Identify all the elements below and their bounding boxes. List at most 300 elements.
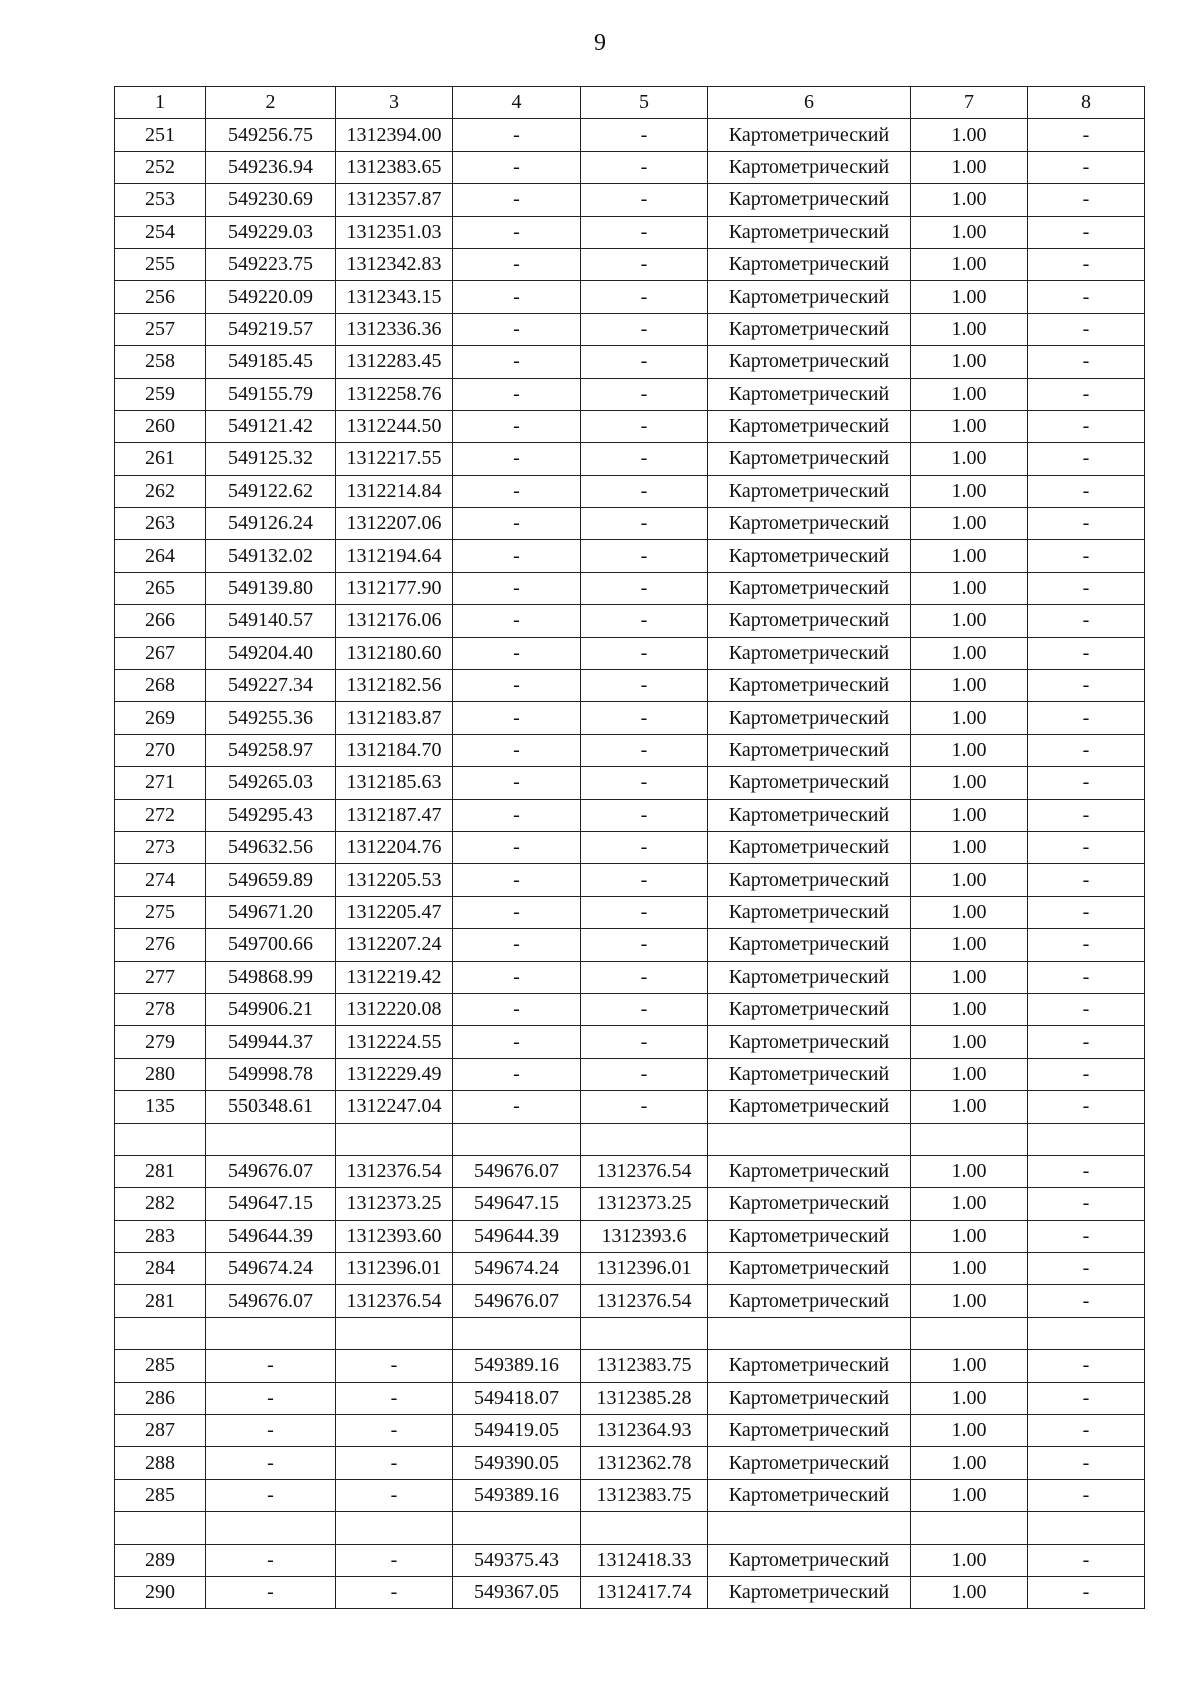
table-cell: Картометрический — [708, 184, 911, 216]
table-cell: 549219.57 — [206, 313, 336, 345]
table-cell: - — [581, 670, 708, 702]
table-cell: 1.00 — [911, 184, 1028, 216]
table-cell: - — [453, 346, 581, 378]
table-cell: 266 — [115, 605, 206, 637]
table-row — [115, 1026, 1145, 1058]
table-cell: 549185.45 — [206, 346, 336, 378]
table-cell: - — [1028, 702, 1145, 734]
table-cell: 1.00 — [911, 1479, 1028, 1511]
table-cell: 1312343.15 — [336, 281, 453, 313]
table-cell: 1.00 — [911, 670, 1028, 702]
table-cell — [708, 1123, 911, 1155]
table-row — [115, 1576, 1145, 1608]
table-cell: - — [581, 896, 708, 928]
table-cell: 1.00 — [911, 508, 1028, 540]
table-cell — [453, 1123, 581, 1155]
column-header: 6 — [708, 87, 911, 119]
table-cell: 1.00 — [911, 410, 1028, 442]
table-cell: - — [453, 799, 581, 831]
table-cell: - — [1028, 248, 1145, 280]
table-cell: - — [581, 702, 708, 734]
table-cell: Картометрический — [708, 993, 911, 1025]
table-cell: - — [453, 1091, 581, 1123]
table-row — [115, 702, 1145, 734]
table-cell: 1312219.42 — [336, 961, 453, 993]
column-header: 4 — [453, 87, 581, 119]
table-cell: 1.00 — [911, 799, 1028, 831]
table-cell: 1312376.54 — [336, 1155, 453, 1187]
table-cell: - — [1028, 1382, 1145, 1414]
table-cell: - — [581, 961, 708, 993]
table-cell: 1312214.84 — [336, 475, 453, 507]
table-cell: - — [453, 475, 581, 507]
table-cell: 549255.36 — [206, 702, 336, 734]
table-cell: 1312393.60 — [336, 1220, 453, 1252]
table-row — [115, 670, 1145, 702]
table-cell: 254 — [115, 216, 206, 248]
table-cell: 1312383.75 — [581, 1350, 708, 1382]
table-cell: - — [453, 313, 581, 345]
table-cell: - — [1028, 572, 1145, 604]
page-number: 9 — [594, 30, 606, 56]
table-cell: Картометрический — [708, 961, 911, 993]
table-cell: 549389.16 — [453, 1350, 581, 1382]
table-cell: 279 — [115, 1026, 206, 1058]
table-cell: - — [1028, 1415, 1145, 1447]
table-row — [115, 248, 1145, 280]
table-cell: 1312177.90 — [336, 572, 453, 604]
table-cell — [115, 1123, 206, 1155]
table-cell: 1312204.76 — [336, 831, 453, 863]
table-cell: 1312396.01 — [336, 1253, 453, 1285]
table-cell: Картометрический — [708, 1576, 911, 1608]
table-cell: - — [1028, 281, 1145, 313]
table-cell — [1028, 1123, 1145, 1155]
table-cell: 549632.56 — [206, 831, 336, 863]
table-cell: - — [581, 346, 708, 378]
table-cell: - — [336, 1415, 453, 1447]
table-cell: 1.00 — [911, 378, 1028, 410]
table-cell: 1312229.49 — [336, 1058, 453, 1090]
table-row — [115, 1188, 1145, 1220]
table-cell: 1312418.33 — [581, 1544, 708, 1576]
table-cell: - — [1028, 1544, 1145, 1576]
table-cell: 549676.07 — [453, 1155, 581, 1187]
table-cell: Картометрический — [708, 1155, 911, 1187]
table-row — [115, 993, 1145, 1025]
table-cell: 263 — [115, 508, 206, 540]
table-cell: 258 — [115, 346, 206, 378]
table-cell: Картометрический — [708, 1382, 911, 1414]
column-header: 2 — [206, 87, 336, 119]
table-cell: - — [581, 637, 708, 669]
table-cell: 1.00 — [911, 864, 1028, 896]
table-row — [115, 961, 1145, 993]
table-cell: - — [453, 767, 581, 799]
table-cell: - — [581, 313, 708, 345]
table-cell: - — [581, 1091, 708, 1123]
table-cell: 1312207.24 — [336, 929, 453, 961]
table-cell: 1.00 — [911, 767, 1028, 799]
table-cell: 277 — [115, 961, 206, 993]
table-row — [115, 216, 1145, 248]
table-cell: - — [453, 540, 581, 572]
table-cell: 1.00 — [911, 216, 1028, 248]
table-cell: 1312183.87 — [336, 702, 453, 734]
table-cell: - — [1028, 831, 1145, 863]
table-cell: - — [1028, 508, 1145, 540]
table-cell: - — [453, 605, 581, 637]
table-cell: 281 — [115, 1155, 206, 1187]
table-cell: 1.00 — [911, 961, 1028, 993]
table-cell — [453, 1317, 581, 1349]
table-cell: - — [1028, 1155, 1145, 1187]
table-cell: 1.00 — [911, 1447, 1028, 1479]
table-cell: 549418.07 — [453, 1382, 581, 1414]
table-cell: - — [1028, 1350, 1145, 1382]
table-cell: - — [453, 151, 581, 183]
table-cell: 549256.75 — [206, 119, 336, 151]
table-cell: - — [336, 1479, 453, 1511]
table-row — [115, 540, 1145, 572]
table-row-spacer — [115, 1123, 1145, 1155]
table-cell: 285 — [115, 1479, 206, 1511]
table-cell: 280 — [115, 1058, 206, 1090]
table-cell: - — [206, 1544, 336, 1576]
table-cell: 549295.43 — [206, 799, 336, 831]
table-cell: Картометрический — [708, 1350, 911, 1382]
table-cell — [206, 1512, 336, 1544]
table-cell: - — [1028, 896, 1145, 928]
table-cell: Картометрический — [708, 151, 911, 183]
table-cell: 549647.15 — [206, 1188, 336, 1220]
table-cell: 1.00 — [911, 605, 1028, 637]
table-cell: - — [581, 248, 708, 280]
table-cell: Картометрический — [708, 475, 911, 507]
table-cell: 1312373.25 — [581, 1188, 708, 1220]
table-cell: - — [581, 831, 708, 863]
table-cell: 549204.40 — [206, 637, 336, 669]
table-row-spacer — [115, 1317, 1145, 1349]
table-cell: 1312220.08 — [336, 993, 453, 1025]
table-cell: - — [453, 896, 581, 928]
table-cell: 1.00 — [911, 572, 1028, 604]
table-cell: 549644.39 — [206, 1220, 336, 1252]
table-cell — [115, 1317, 206, 1349]
table-cell: 1.00 — [911, 346, 1028, 378]
table-cell: Картометрический — [708, 1253, 911, 1285]
table-cell: 1.00 — [911, 443, 1028, 475]
table-cell: - — [1028, 346, 1145, 378]
table-cell — [911, 1512, 1028, 1544]
table-cell: Картометрический — [708, 605, 911, 637]
column-header: 5 — [581, 87, 708, 119]
table-cell: 276 — [115, 929, 206, 961]
table-row — [115, 1479, 1145, 1511]
table-row — [115, 346, 1145, 378]
table-cell: Картометрический — [708, 443, 911, 475]
table-cell: - — [1028, 540, 1145, 572]
table-cell: - — [453, 1026, 581, 1058]
table-cell: 290 — [115, 1576, 206, 1608]
column-header: 7 — [911, 87, 1028, 119]
table-cell: 549126.24 — [206, 508, 336, 540]
table-cell: 271 — [115, 767, 206, 799]
table-cell: - — [581, 281, 708, 313]
table-cell: Картометрический — [708, 929, 911, 961]
table-cell: 549674.24 — [453, 1253, 581, 1285]
table-cell: 1.00 — [911, 1415, 1028, 1447]
table-cell: 549367.05 — [453, 1576, 581, 1608]
table-cell: 1.00 — [911, 1091, 1028, 1123]
table-row — [115, 1220, 1145, 1252]
table-cell: 549140.57 — [206, 605, 336, 637]
table-cell: 549700.66 — [206, 929, 336, 961]
table-cell: 1312373.25 — [336, 1188, 453, 1220]
table-cell: - — [1028, 605, 1145, 637]
table-cell: - — [1028, 1026, 1145, 1058]
table-cell — [336, 1512, 453, 1544]
table-body — [115, 119, 1145, 1609]
table-cell: - — [206, 1447, 336, 1479]
table-cell: 281 — [115, 1285, 206, 1317]
table-cell: 549674.24 — [206, 1253, 336, 1285]
table-cell: 1312383.65 — [336, 151, 453, 183]
table-cell: 260 — [115, 410, 206, 442]
table-cell: 549659.89 — [206, 864, 336, 896]
table-cell: - — [581, 993, 708, 1025]
table-cell: - — [1028, 1253, 1145, 1285]
table-cell: - — [581, 799, 708, 831]
table-cell: 135 — [115, 1091, 206, 1123]
table-cell: - — [1028, 1058, 1145, 1090]
table-cell: - — [453, 508, 581, 540]
table-cell: 287 — [115, 1415, 206, 1447]
table-row — [115, 443, 1145, 475]
table-cell: 257 — [115, 313, 206, 345]
column-header: 1 — [115, 87, 206, 119]
table-cell: 1.00 — [911, 475, 1028, 507]
table-cell: 549227.34 — [206, 670, 336, 702]
table-cell: 1312362.78 — [581, 1447, 708, 1479]
table-cell: 1312182.56 — [336, 670, 453, 702]
table-cell: 549676.07 — [206, 1285, 336, 1317]
table-cell: - — [581, 1058, 708, 1090]
table-cell: - — [453, 734, 581, 766]
table-cell: 1.00 — [911, 1350, 1028, 1382]
table-cell: 550348.61 — [206, 1091, 336, 1123]
table-cell: - — [336, 1544, 453, 1576]
table-cell: 269 — [115, 702, 206, 734]
table-row — [115, 313, 1145, 345]
table-cell: 1312247.04 — [336, 1091, 453, 1123]
table-cell: - — [453, 443, 581, 475]
table-cell: Картометрический — [708, 1091, 911, 1123]
table-cell: 1.00 — [911, 151, 1028, 183]
table-cell: - — [581, 216, 708, 248]
table-cell — [1028, 1317, 1145, 1349]
table-cell: 1312351.03 — [336, 216, 453, 248]
table-row — [115, 896, 1145, 928]
table-cell: Картометрический — [708, 896, 911, 928]
table-cell: Картометрический — [708, 670, 911, 702]
table-cell: 1312185.63 — [336, 767, 453, 799]
table-cell: Картометрический — [708, 540, 911, 572]
table-cell: Картометрический — [708, 281, 911, 313]
column-header: 8 — [1028, 87, 1145, 119]
table-cell — [115, 1512, 206, 1544]
table-cell: Картометрический — [708, 346, 911, 378]
table-cell: 284 — [115, 1253, 206, 1285]
table-cell: 549220.09 — [206, 281, 336, 313]
table-cell: 289 — [115, 1544, 206, 1576]
table-cell: - — [581, 475, 708, 507]
table-cell: 1.00 — [911, 248, 1028, 280]
table-cell: Картометрический — [708, 734, 911, 766]
table-row — [115, 767, 1145, 799]
table-cell: 1312205.47 — [336, 896, 453, 928]
table-cell: - — [453, 281, 581, 313]
table-cell: 549998.78 — [206, 1058, 336, 1090]
table-cell: 1.00 — [911, 831, 1028, 863]
table-cell: - — [581, 540, 708, 572]
table-cell: 549265.03 — [206, 767, 336, 799]
table-cell: - — [581, 184, 708, 216]
table-cell — [581, 1317, 708, 1349]
table-cell: - — [1028, 151, 1145, 183]
table-cell: Картометрический — [708, 1479, 911, 1511]
table-cell — [1028, 1512, 1145, 1544]
table-cell: 283 — [115, 1220, 206, 1252]
table-cell: Картометрический — [708, 508, 911, 540]
table-cell: 549671.20 — [206, 896, 336, 928]
table-cell: 1312376.54 — [581, 1155, 708, 1187]
table-cell: 1.00 — [911, 313, 1028, 345]
table-cell: - — [1028, 993, 1145, 1025]
table-cell: 549647.15 — [453, 1188, 581, 1220]
table-cell — [911, 1123, 1028, 1155]
table-cell: 549122.62 — [206, 475, 336, 507]
table-cell: 1312217.55 — [336, 443, 453, 475]
table-cell: - — [453, 248, 581, 280]
table-cell: Картометрический — [708, 1188, 911, 1220]
table-cell: 549390.05 — [453, 1447, 581, 1479]
table-cell: 549132.02 — [206, 540, 336, 572]
table-cell: - — [453, 410, 581, 442]
table-cell: 1.00 — [911, 1155, 1028, 1187]
table-cell: 549258.97 — [206, 734, 336, 766]
table-cell: 549223.75 — [206, 248, 336, 280]
table-cell: Картометрический — [708, 119, 911, 151]
table-cell — [453, 1512, 581, 1544]
table-cell: 549906.21 — [206, 993, 336, 1025]
table-cell: - — [581, 605, 708, 637]
table-cell: 1.00 — [911, 1188, 1028, 1220]
table-cell: 549868.99 — [206, 961, 336, 993]
table-cell: 259 — [115, 378, 206, 410]
table-row — [115, 1091, 1145, 1123]
coordinates-table — [114, 86, 1145, 1609]
table-cell: 268 — [115, 670, 206, 702]
table-cell: 1312385.28 — [581, 1382, 708, 1414]
table-cell: Картометрический — [708, 1220, 911, 1252]
table-cell: 1.00 — [911, 119, 1028, 151]
table-cell: 549155.79 — [206, 378, 336, 410]
table-row — [115, 378, 1145, 410]
table-cell: - — [336, 1350, 453, 1382]
table-row — [115, 1382, 1145, 1414]
table-cell: Картометрический — [708, 378, 911, 410]
table-cell: 1.00 — [911, 540, 1028, 572]
table-cell: - — [206, 1576, 336, 1608]
table-cell: - — [453, 670, 581, 702]
table-cell: - — [581, 378, 708, 410]
table-cell: 549236.94 — [206, 151, 336, 183]
table-cell — [911, 1317, 1028, 1349]
table-cell: - — [581, 508, 708, 540]
table-cell: Картометрический — [708, 1285, 911, 1317]
table-cell: - — [581, 572, 708, 604]
table-cell: - — [453, 119, 581, 151]
table-cell: - — [453, 184, 581, 216]
table-cell: - — [453, 864, 581, 896]
table-cell: 549676.07 — [206, 1155, 336, 1187]
table-cell: - — [206, 1415, 336, 1447]
table-cell: - — [1028, 1220, 1145, 1252]
table-row — [115, 799, 1145, 831]
table-cell: 1.00 — [911, 1382, 1028, 1414]
table-cell — [336, 1123, 453, 1155]
table-cell: - — [1028, 1479, 1145, 1511]
table-cell: 549944.37 — [206, 1026, 336, 1058]
table-cell: 1312393.6 — [581, 1220, 708, 1252]
table-cell: - — [1028, 767, 1145, 799]
table-cell — [708, 1317, 911, 1349]
table-cell: - — [581, 734, 708, 766]
table-cell: - — [453, 929, 581, 961]
table-row — [115, 508, 1145, 540]
table-cell: - — [1028, 443, 1145, 475]
table-cell: - — [1028, 184, 1145, 216]
table-cell: 252 — [115, 151, 206, 183]
table-cell: Картометрический — [708, 1544, 911, 1576]
table-cell: - — [1028, 1447, 1145, 1479]
table-cell: - — [336, 1382, 453, 1414]
table-cell: - — [206, 1479, 336, 1511]
table-cell: 549125.32 — [206, 443, 336, 475]
table-row — [115, 1155, 1145, 1187]
table-cell: - — [1028, 313, 1145, 345]
table-cell: 255 — [115, 248, 206, 280]
table-cell: Картометрический — [708, 216, 911, 248]
table-cell: 549419.05 — [453, 1415, 581, 1447]
table-cell: 272 — [115, 799, 206, 831]
table-cell: - — [1028, 1285, 1145, 1317]
table-cell: - — [336, 1447, 453, 1479]
table-cell: - — [581, 1026, 708, 1058]
table-cell: 549676.07 — [453, 1285, 581, 1317]
table-row — [115, 929, 1145, 961]
table-cell: 274 — [115, 864, 206, 896]
table-cell: 1312417.74 — [581, 1576, 708, 1608]
table-cell: - — [453, 378, 581, 410]
table-cell: Картометрический — [708, 248, 911, 280]
table-cell: 265 — [115, 572, 206, 604]
table-cell: 1.00 — [911, 637, 1028, 669]
table-cell: Картометрический — [708, 637, 911, 669]
table-cell: 251 — [115, 119, 206, 151]
table-cell: 1.00 — [911, 1220, 1028, 1252]
